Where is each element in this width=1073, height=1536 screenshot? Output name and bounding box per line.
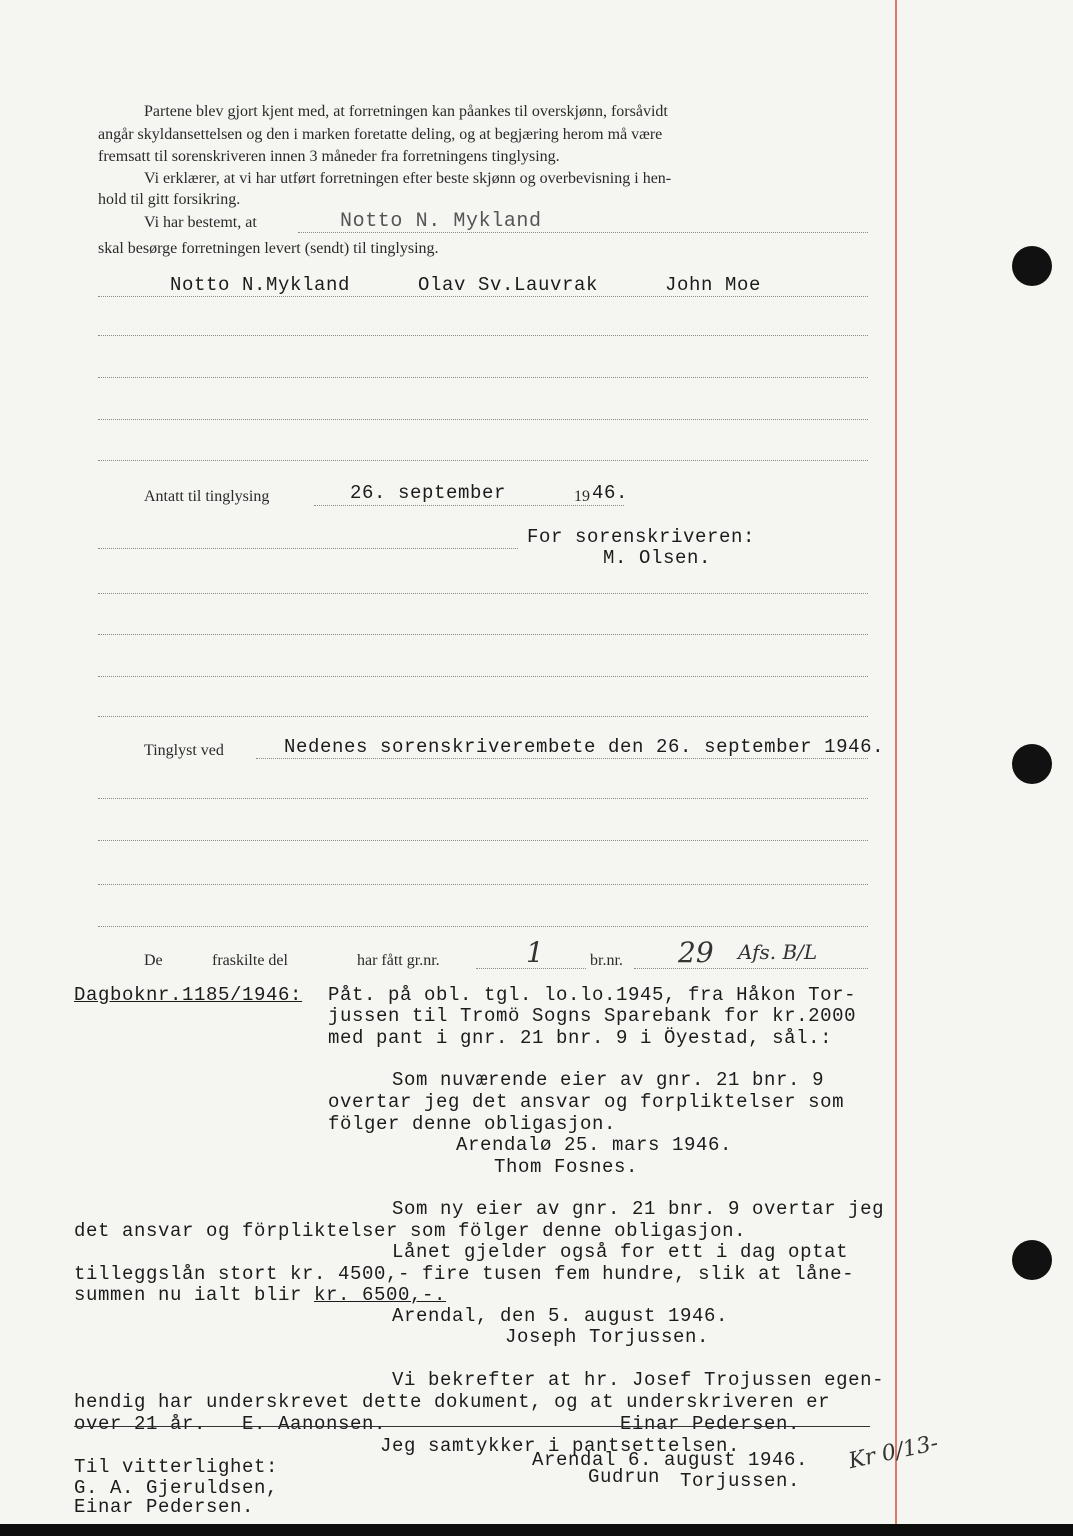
entry-line: fölger denne obligasjon. xyxy=(328,1113,617,1135)
entry-line: E. Aanonsen. xyxy=(242,1413,387,1435)
entry-line: over 21 år. xyxy=(74,1413,207,1435)
form-paragraph-line: angår skyldansettelsen og den i marken foretatte deling, og at begjæring herom må være xyxy=(98,126,663,143)
fraskilte-har-fatt: har fått gr.nr. xyxy=(357,952,440,969)
entry-line: Påt. på obl. tgl. lo.lo.1945, fra Håkon Tor- xyxy=(328,984,857,1006)
bestemt-label: Vi har bestemt, at xyxy=(144,214,257,231)
entry-line: overtar jeg det ansvar og forpliktelser som xyxy=(328,1091,845,1113)
entry-line: med pant i gnr. 21 bnr. 9 i Öyestad, sål.: xyxy=(328,1027,833,1049)
form-dotted-line xyxy=(98,335,868,336)
entry-total-amount: kr. 6500,-. xyxy=(314,1284,447,1306)
entry-line: Som ny eier av gnr. 21 bnr. 9 overtar jeg xyxy=(392,1198,885,1220)
entry-line: Torjussen. xyxy=(680,1470,801,1492)
dagbok-number: Dagboknr.1185/1946: xyxy=(74,984,303,1006)
form-dotted-line xyxy=(98,419,868,420)
fraskilte-note: Afs. B/L xyxy=(738,940,818,964)
entry-line: jussen til Tromö Sogns Sparebank for kr.2000 xyxy=(328,1005,857,1027)
entry-line: Jeg samtykker i pantsettelsen. xyxy=(380,1435,741,1457)
form-dotted-line xyxy=(98,798,868,799)
form-dotted-line xyxy=(98,593,868,594)
form-dotted-line xyxy=(98,548,518,549)
form-dotted-line xyxy=(98,926,868,927)
punch-hole xyxy=(1012,1240,1052,1280)
entry-line: Gudrun xyxy=(588,1466,661,1488)
fraskilte-del: fraskilte del xyxy=(212,952,288,969)
margin-rule xyxy=(895,0,897,1536)
form-dotted-line xyxy=(98,716,868,717)
entry-line: Arendal, den 5. august 1946. xyxy=(392,1305,729,1327)
strike-line xyxy=(74,1426,870,1427)
signature-2: Olav Sv.Lauvrak xyxy=(418,274,599,296)
punch-hole xyxy=(1012,744,1052,784)
sorenskriver-name: M. Olsen. xyxy=(603,547,712,569)
antatt-year-suffix: 46. xyxy=(592,482,629,504)
form-paragraph-line: Partene blev gjort kjent med, at forretningen kan påankes til overskjønn, forsåvidt xyxy=(144,103,668,120)
entry-line: Arendalø 25. mars 1946. xyxy=(456,1134,733,1156)
bestemt-value: Notto N. Mykland xyxy=(340,210,542,233)
tinglyst-label: Tinglyst ved xyxy=(144,742,224,759)
entry-line: Thom Fosnes. xyxy=(494,1156,639,1178)
entry-line: Vi bekrefter at hr. Josef Trojussen egen- xyxy=(392,1369,885,1391)
entry-line: Til vitterlighet: xyxy=(74,1456,279,1478)
entry-line: Einar Pedersen. xyxy=(74,1496,255,1518)
antatt-date: 26. september xyxy=(350,482,507,504)
form-dotted-line xyxy=(256,758,868,759)
entry-line: summen nu ialt blir xyxy=(74,1284,303,1306)
fraskilte-grnr: 1 xyxy=(526,936,544,969)
form-dotted-line xyxy=(98,634,868,635)
margin-note: Kr 0/13- xyxy=(846,1430,941,1475)
form-paragraph-line: fremsatt til sorenskriveren innen 3 måneder fra forretningens tinglysing. xyxy=(98,148,560,165)
antatt-label: Antatt til tinglysing xyxy=(144,488,270,505)
entry-line: det ansvar og förpliktelser som fölger denne obligasjon. xyxy=(74,1220,747,1242)
fraskilte-brnr-label: br.nr. xyxy=(590,952,623,969)
fraskilte-brnr: 29 xyxy=(678,936,714,969)
entry-line: Som nuværende eier av gnr. 21 bnr. 9 xyxy=(392,1069,825,1091)
entry-line: hendig har underskrevet dette dokument, og at underskriveren er xyxy=(74,1391,831,1413)
form-dotted-line xyxy=(98,377,868,378)
entry-line: G. A. Gjeruldsen, xyxy=(74,1477,279,1499)
fraskilte-de: De xyxy=(144,952,163,969)
entry-line: Lånet gjelder også for ett i dag optat xyxy=(392,1241,849,1263)
signature-3: John Moe xyxy=(665,274,762,296)
form-dotted-line xyxy=(98,884,868,885)
sorenskriver-for: For sorenskriveren: xyxy=(527,526,756,548)
form-paragraph-line: Vi erklærer, at vi har utført forretningen efter beste skjønn og overbevisning i hen- xyxy=(144,170,672,187)
tinglyst-value: Nedenes sorenskriverembete den 26. september 1946. xyxy=(284,736,885,758)
form-dotted-line xyxy=(98,460,868,461)
form-paragraph-line: hold til gitt forsikring. xyxy=(98,191,241,208)
entry-line: Joseph Torjussen. xyxy=(505,1326,710,1348)
form-dotted-line xyxy=(98,296,868,297)
punch-hole xyxy=(1012,246,1052,286)
entry-line: tilleggslån stort kr. 4500,- fire tusen fem hundre, slik at låne- xyxy=(74,1263,855,1285)
form-dotted-line xyxy=(634,968,868,969)
besorge-line: skal besørge forretningen levert (sendt) til tinglysing. xyxy=(98,240,439,257)
scan-edge xyxy=(0,1524,1073,1536)
signature-1: Notto N.Mykland xyxy=(170,274,351,296)
entry-line: Arendal 6. august 1946. xyxy=(532,1449,809,1471)
form-dotted-line xyxy=(98,840,868,841)
form-dotted-line xyxy=(98,676,868,677)
entry-line: Einar Pedersen. xyxy=(620,1413,801,1435)
antatt-year-prefix: 19 xyxy=(574,488,590,505)
